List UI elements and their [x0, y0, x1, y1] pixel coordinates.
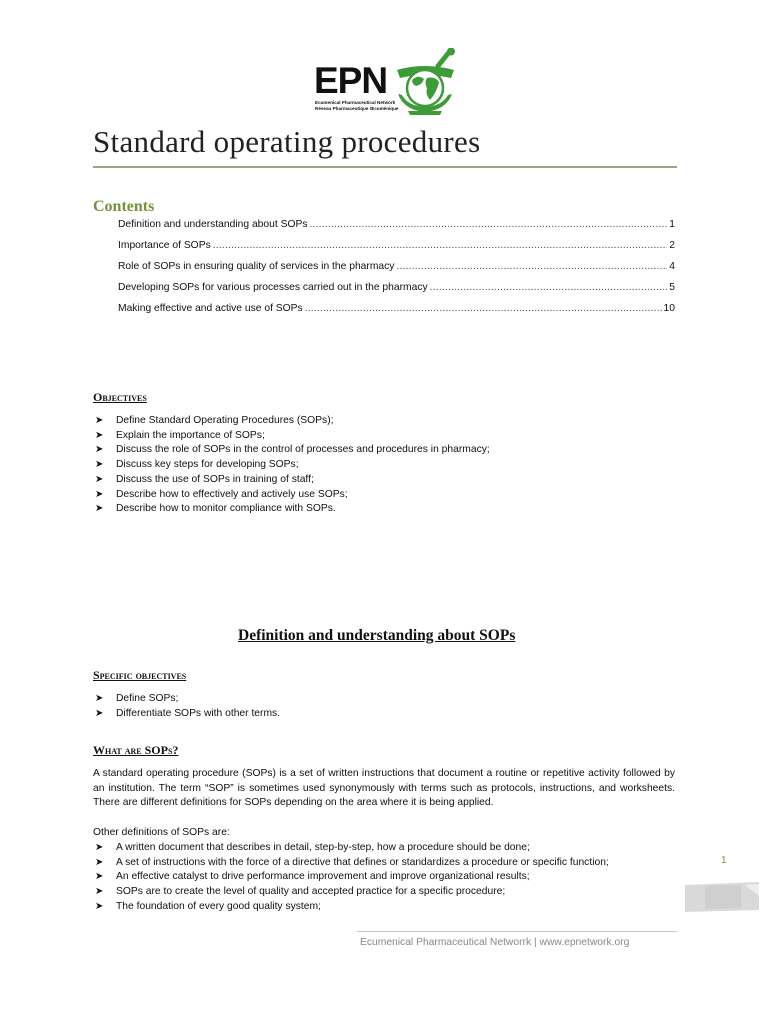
arrowhead-bullet-icon: ➤ [95, 473, 104, 485]
toc-entry[interactable] [118, 303, 675, 324]
epn-logo [312, 48, 460, 116]
toc-entry-text: Developing SOPs for various processes carried out in the pharmacy [118, 282, 428, 293]
page-tab-graphic [685, 882, 759, 912]
toc-entry-page: 1 [669, 219, 675, 230]
list-item-text: Discuss key steps for developing SOPs; [116, 459, 299, 471]
arrowhead-bullet-icon: ➤ [95, 415, 104, 426]
toc-entry-page: 2 [669, 240, 675, 251]
arrowhead-bullet-icon: ➤ [95, 856, 104, 868]
toc-leader-dots [305, 303, 662, 314]
list-item [93, 856, 675, 871]
list-item [93, 502, 675, 517]
title-divider [93, 166, 677, 168]
arrowhead-bullet-icon: ➤ [95, 900, 104, 912]
toc-entry[interactable] [118, 282, 675, 303]
list-item-text: Discuss the role of SOPs in the control of processes and procedures in pharmacy; [116, 444, 490, 456]
list-item [93, 473, 675, 488]
toc-entry-page: 10 [663, 303, 675, 314]
toc-entry[interactable] [118, 240, 675, 261]
list-item-text: Explain the importance of SOPs; [116, 429, 265, 441]
logo-subtitle [315, 100, 398, 111]
mortar-globe-icon [394, 48, 458, 116]
toc-entry-text: Making effective and active use of SOPs [118, 303, 303, 314]
list-item-text: Describe how to effectively and actively use SOPs; [116, 488, 348, 500]
list-item-text: Define Standard Operating Procedures (SOPs); [116, 415, 334, 426]
list-item-text: A set of instructions with the force of a directive that defines or standardizes a procedure or specific function; [116, 856, 609, 868]
logo-subtitle-line1: Ecumenical Pharmaceutical Network [315, 100, 396, 105]
toc-entry-page: 5 [669, 282, 675, 293]
list-item-text: An effective catalyst to drive performance improvement and improve organizational results; [116, 871, 530, 883]
arrowhead-bullet-icon: ➤ [95, 503, 104, 515]
toc-entry-page: 4 [669, 261, 675, 272]
list-item-text: Describe how to monitor compliance with SOPs. [116, 503, 336, 515]
toc-entry-text: Role of SOPs in ensuring quality of services in the pharmacy [118, 261, 395, 272]
list-item-text: The foundation of every good quality system; [116, 900, 321, 912]
list-item [93, 885, 675, 900]
what-are-sops-heading: What are SOPs? [93, 743, 179, 757]
logo-letters: EPN [314, 60, 388, 101]
specific-objectives-list [93, 692, 675, 721]
arrowhead-bullet-icon: ➤ [95, 488, 104, 500]
arrowhead-bullet-icon: ➤ [95, 429, 104, 441]
toc-leader-dots [213, 240, 668, 251]
logo-subtitle-line2: Réseau Pharmaceutique Œcuménique [315, 105, 399, 111]
list-item [93, 707, 675, 722]
page-number: 1 [721, 855, 727, 866]
list-item [93, 870, 675, 885]
arrowhead-bullet-icon: ➤ [95, 842, 104, 853]
toc-entry[interactable] [118, 219, 675, 240]
definitions-list [93, 841, 675, 915]
footer-divider [357, 931, 677, 932]
contents-heading: Contents [93, 198, 155, 215]
objectives-list [93, 414, 675, 517]
arrowhead-bullet-icon: ➤ [95, 459, 104, 471]
list-item-text: Define SOPs; [116, 693, 179, 704]
arrowhead-bullet-icon: ➤ [95, 693, 104, 704]
specific-objectives-heading: Specific objectives [93, 668, 187, 682]
toc-leader-dots [430, 282, 668, 293]
section-title: Definition and understanding about SOPs [238, 627, 516, 644]
arrowhead-bullet-icon: ➤ [95, 871, 104, 883]
sop-definition-paragraph: A standard operating procedure (SOPs) is a set of written instructions that document a routine or repetitive activity followed by an institution. The term “SOP” is sometimes used synonymously with terms such as protocols, instructions, and worksheets. There are different definitions for SOPs depending on the area where it is being applied. [93, 768, 675, 809]
list-item [93, 841, 675, 856]
list-item-text: Discuss the use of SOPs in training of staff; [116, 473, 314, 485]
list-item-text: A written document that describes in detail, step-by-step, how a procedure should be done; [116, 842, 530, 853]
other-definitions-label: Other definitions of SOPs are: [93, 827, 230, 838]
list-item [93, 692, 675, 707]
list-item [93, 443, 675, 458]
arrowhead-bullet-icon: ➤ [95, 707, 104, 719]
arrowhead-bullet-icon: ➤ [95, 886, 104, 898]
list-item-text: SOPs are to create the level of quality and accepted practice for a specific procedure; [116, 886, 506, 898]
objectives-heading: Objectives [93, 390, 147, 404]
document-title: Standard operating procedures [93, 124, 481, 159]
list-item [93, 458, 675, 473]
list-item [93, 414, 675, 429]
toc-leader-dots [396, 261, 667, 272]
toc-leader-dots [309, 219, 667, 230]
list-item [93, 429, 675, 444]
toc-entry-text: Definition and understanding about SOPs [118, 219, 308, 230]
arrowhead-bullet-icon: ➤ [95, 444, 104, 456]
toc-entry[interactable] [118, 261, 675, 282]
footer-text: Ecumenical Pharmaceutical Networrk | www.epnetwork.org [360, 937, 630, 948]
toc-entry-text: Importance of SOPs [118, 240, 211, 251]
table-of-contents [118, 219, 675, 324]
list-item-text: Differentiate SOPs with other terms. [116, 707, 281, 719]
list-item [93, 488, 675, 503]
list-item [93, 900, 675, 915]
